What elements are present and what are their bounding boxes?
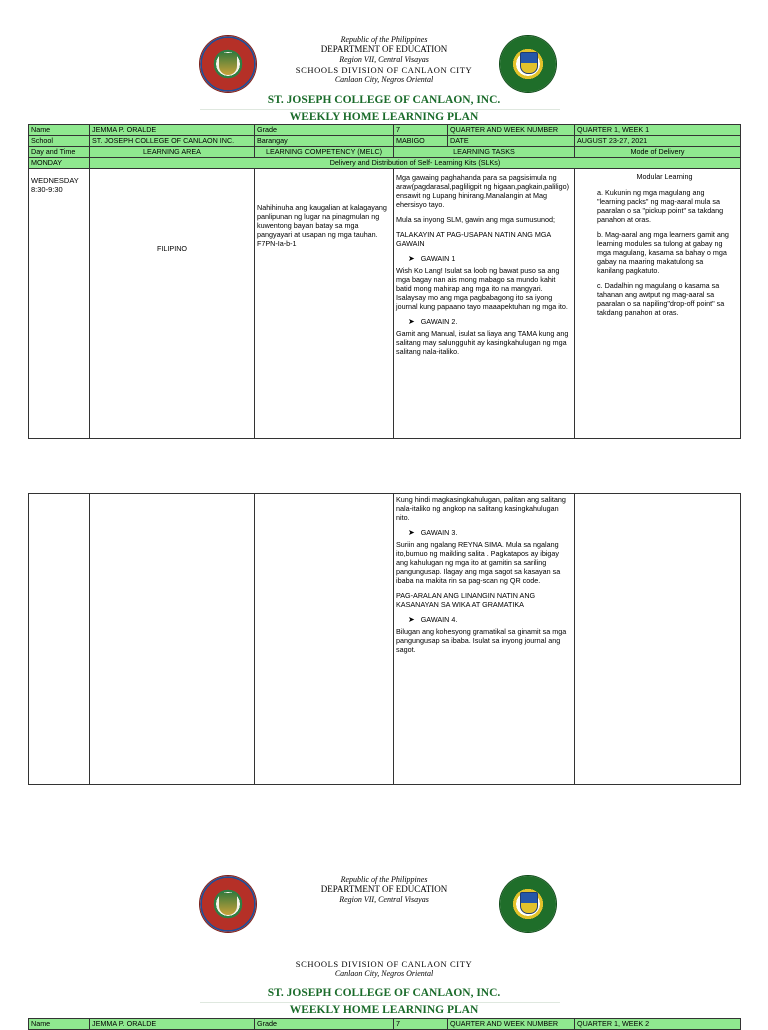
school-value: ST. JOSEPH COLLEGE OF CANLAON INC. [90, 136, 255, 147]
quarter-week-value: QUARTER 1, WEEK 2 [575, 1019, 741, 1030]
division-line: SCHOOLS DIVISION OF CANLAON CITY [295, 959, 473, 969]
name-label: Name [29, 1019, 90, 1030]
quarter-week-label: QUARTER AND WEEK NUMBER [448, 1019, 575, 1030]
grammar-heading: PAG-ARALAN ANG LINANGIN NATIN ANG KASANAYAN SA WIKA AT GRAMATIKA [396, 591, 536, 609]
tasks-header: LEARNING TASKS [394, 147, 575, 158]
arrow-icon: ➤ [408, 254, 415, 263]
modular-step-b: b. Mag-aaral ang mga learners gamit ang learning modules sa tulong at gabay ng mga magulang, kasama sa bahay o mga gabay na maaring makatulong sa kanilang pagkatuto. [597, 230, 729, 275]
gawain-3-text: Suriin ang ngalang REYNA SIMA. Mula sa ngalang ito,bumuo ng maikling salita . Pagkatapos ay ibigay ang kahulugan ng mga ito at gamitin sa sariling pangungusap. Ilagay ang mga sagot sa kasayan sa ibaba na makita rin sa pag-scan ng QR code. [396, 540, 561, 585]
school-label: School [29, 136, 90, 147]
task-heading: TALAKAYIN AT PAG-USAPAN NATIN ANG MGA GAWAIN [396, 230, 551, 248]
arrow-icon: ➤ [408, 317, 415, 326]
region-line: Region VII, Central Visayas [339, 895, 429, 904]
monday-activity: Delivery and Distribution of Self- Learning Kits (SLKs) [90, 158, 741, 169]
republic-line: Republic of the Philippines [340, 35, 428, 44]
competency-code: F7PN-Ia-b-1 [257, 239, 297, 248]
page-header-1 [0, 36, 768, 136]
gawain-3-title: ➤ GAWAIN 3. [408, 528, 458, 537]
tasks-cell [394, 169, 575, 439]
task-continued-text: Kung hindi magkasingkahulugan, palitan ang salitang nala-italiko ng angkop na salitang kasingkahulugan nito. [396, 495, 566, 522]
name-value: JEMMA P. ORALDE [90, 125, 255, 136]
department-line: DEPARTMENT OF EDUCATION [320, 884, 448, 894]
grade-value: 7 [394, 125, 448, 136]
quarter-week-label: QUARTER AND WEEK NUMBER [448, 125, 575, 136]
learning-plan-table-continued [28, 493, 741, 785]
plan-title: WEEKLY HOME LEARNING PLAN [289, 111, 479, 123]
division-line: SCHOOLS DIVISION OF CANLAON CITY [295, 65, 473, 75]
monday-label: MONDAY [29, 158, 90, 169]
college-title: ST. JOSEPH COLLEGE OF CANLAON, INC. [267, 987, 501, 999]
grade-value: 7 [394, 1019, 448, 1030]
page-header-2 [0, 876, 768, 1024]
task-intro: Mga gawaing paghahanda para sa pagsisimula ng araw(pagdarasal,pagliligpit ng higaan,pagkain,paliligo) ensawit ng Lupang hinirang.Manalangin at Mag ehersisyo tayo. [396, 173, 570, 209]
competency-header: LEARNING COMPETENCY (MELC) [255, 147, 394, 158]
arrow-icon: ➤ [408, 615, 415, 624]
college-title: ST. JOSEPH COLLEGE OF CANLAON, INC. [267, 94, 501, 106]
section-value: MABIGO [394, 136, 448, 147]
delivery-cell [575, 169, 741, 439]
region-line: Region VII, Central Visayas [339, 55, 429, 64]
day-text: WEDNESDAY [31, 176, 79, 185]
blank-delivery-cell [575, 494, 741, 785]
tasks-continued-cell [394, 494, 575, 785]
blank-competency-cell [255, 494, 394, 785]
arrow-icon: ➤ [408, 528, 415, 537]
competency-text: Nahihinuha ang kaugalian at kalagayang panlipunan ng lugar na pinagmulan ng kuwentong bayan batay sa mga pangyayari at usapan ng mga tauhan. [257, 203, 387, 239]
department-line: DEPARTMENT OF EDUCATION [320, 44, 448, 54]
gawain-1-text: Wish Ko Lang! Isulat sa loob ng bawat puso sa ang mga bagay nan ais mong mabago sa mundo kahit batid mong mahirap ang mga ito na mangyari. Isalaysay mo ang mga pagbabagong ito sa iyong journal kung papaano tayo maaapektuhan ng mga ito. [396, 266, 568, 311]
grade-label: Grade [255, 125, 394, 136]
city-line: Canlaon City, Negros Oriental [334, 75, 434, 84]
date-label: DATE [448, 136, 575, 147]
gawain-4-title: ➤ GAWAIN 4. [408, 615, 458, 624]
date-value: AUGUST 23-27, 2021 [575, 136, 741, 147]
name-value: JEMMA P. ORALDE [90, 1019, 255, 1030]
task-follow: Mula sa inyong SLM, gawin ang mga sumusunod; [396, 215, 556, 224]
barangay-label: Barangay [255, 136, 394, 147]
blank-area-cell [90, 494, 255, 785]
modular-step-c: c. Dadalhin ng magulang o kasama sa tahanan ang awtput ng mag-aaral sa paaralan o sa napiling"drop-off point" sa takdang panahon at oras. [597, 281, 725, 317]
gawain-2-text: Gamit ang Manual, isulat sa liaya ang TAMA kung ang salitang may salungguhit ay kasingkahulugan ng mga salitang nala-italiko. [396, 329, 569, 356]
republic-line: Republic of the Philippines [340, 875, 428, 884]
competency-cell [255, 169, 394, 439]
quarter-week-value: QUARTER 1, WEEK 1 [575, 125, 741, 136]
modular-step-a: a. Kukunin ng mga magulang ang "learning packs" ng mag-aaral mula sa paaralan o sa "pickup point" sa takdang panahon at oras. [597, 188, 724, 224]
learning-plan-table-week2 [28, 1018, 741, 1030]
plan-title: WEEKLY HOME LEARNING PLAN [289, 1004, 479, 1016]
gawain-1-title: ➤ GAWAIN 1 [408, 254, 456, 263]
name-label: Name [29, 125, 90, 136]
day-time-label: Day and Time [29, 147, 90, 158]
time-text: 8:30-9:30 [31, 185, 63, 194]
grade-label: Grade [255, 1019, 394, 1030]
subject-cell [90, 169, 255, 439]
blank-day-cell [29, 494, 90, 785]
learning-area-header: LEARNING AREA [90, 147, 255, 158]
gawain-2-title: ➤ GAWAIN 2. [408, 317, 458, 326]
city-line: Canlaon City, Negros Oriental [334, 969, 434, 978]
learning-plan-table-week1 [28, 124, 741, 439]
subject-text: FILIPINO [157, 244, 187, 253]
day-time-cell [29, 169, 90, 439]
gawain-4-text: Bilugan ang kohesyong gramatikal sa ginamit sa mga pangungusap sa ibaba. Isulat sa inyong journal ang sagot. [396, 627, 567, 654]
modular-title: Modular Learning [636, 172, 693, 181]
delivery-header: Mode of Delivery [575, 147, 741, 158]
